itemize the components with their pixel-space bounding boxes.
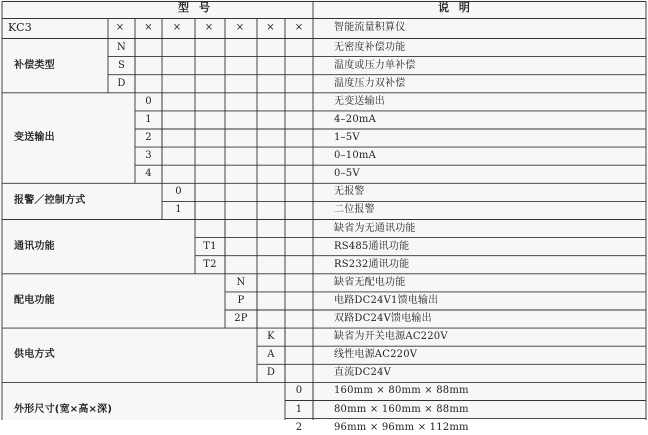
model-prefix: KC3 <box>8 21 32 34</box>
option-code: D <box>266 367 276 379</box>
option-code: 1 <box>175 204 182 216</box>
placeholder-mark: × <box>235 22 245 33</box>
option-description: 0–5V <box>334 168 360 180</box>
group-title: 报警／控制方式 <box>14 195 86 207</box>
option-description: 缺省为开关电源AC220V <box>334 331 448 343</box>
option-code: D <box>117 77 126 89</box>
option-code: S <box>117 59 126 71</box>
option-code: N <box>117 41 126 53</box>
option-code: 2P <box>234 313 248 324</box>
option-description: 4–20mA <box>334 113 376 125</box>
option-description: 电路DC24V1馈电输出 <box>334 294 439 306</box>
option-code: 1 <box>145 113 152 125</box>
option-code: P <box>237 294 245 306</box>
group-title: 外形尺寸(宽×高×深) <box>14 403 113 415</box>
group-title: 变送输出 <box>14 132 55 144</box>
option-code: T1 <box>203 240 217 252</box>
group-title: 供电方式 <box>14 349 55 361</box>
option-code: 3 <box>145 150 152 162</box>
placeholder-mark: × <box>266 22 275 33</box>
kc3-description: 智能流量积算仪 <box>334 22 406 33</box>
option-description: 缺省无配电功能 <box>334 276 406 288</box>
option-code: 0 <box>175 186 182 198</box>
option-code: 2 <box>295 421 303 433</box>
placeholder-mark: × <box>115 22 125 33</box>
option-description: 80mm × 160mm × 88mm <box>334 403 469 415</box>
option-code: T2 <box>203 258 217 270</box>
option-description: 二位报警 <box>334 204 375 216</box>
option-code: A <box>267 349 275 361</box>
option-description: 160mm × 80mm × 88mm <box>334 385 469 397</box>
group-title: 配电功能 <box>14 295 55 306</box>
option-description: RS232通讯功能 <box>334 258 410 270</box>
option-description: 96mm × 96mm × 112mm <box>334 421 469 433</box>
option-description: 0–10mA <box>334 150 376 162</box>
placeholder-mark: × <box>172 22 182 33</box>
option-code: 0 <box>145 95 152 107</box>
group-title: 通讯功能 <box>14 240 55 252</box>
option-code: K <box>267 331 275 343</box>
option-description: 无密度补偿功能 <box>334 41 406 53</box>
option-description: 无报警 <box>334 186 365 198</box>
placeholder-mark: × <box>204 22 214 33</box>
description-header: 说 明 <box>438 1 473 14</box>
option-description: 缺省为无通讯功能 <box>334 222 416 234</box>
group-title: 补偿类型 <box>14 59 55 71</box>
option-code: 0 <box>295 385 303 397</box>
option-description: 线性电源AC220V <box>334 349 418 361</box>
option-description: 双路DC24V馈电输出 <box>334 313 432 324</box>
option-code: N <box>236 276 246 288</box>
option-code: 2 <box>145 132 152 143</box>
placeholder-mark: × <box>294 22 304 33</box>
placeholder-mark: × <box>144 22 153 33</box>
option-description: 直流DC24V <box>334 367 392 379</box>
option-description: 无变送输出 <box>334 95 385 107</box>
model-header: 型 号 <box>178 1 213 14</box>
option-code: 4 <box>145 168 152 180</box>
option-description: 温度或压力单补偿 <box>334 59 416 71</box>
option-description: RS485通讯功能 <box>334 240 410 252</box>
option-description: 1–5V <box>334 132 360 143</box>
option-code: 1 <box>295 403 303 415</box>
option-description: 温度压力双补偿 <box>334 77 406 89</box>
